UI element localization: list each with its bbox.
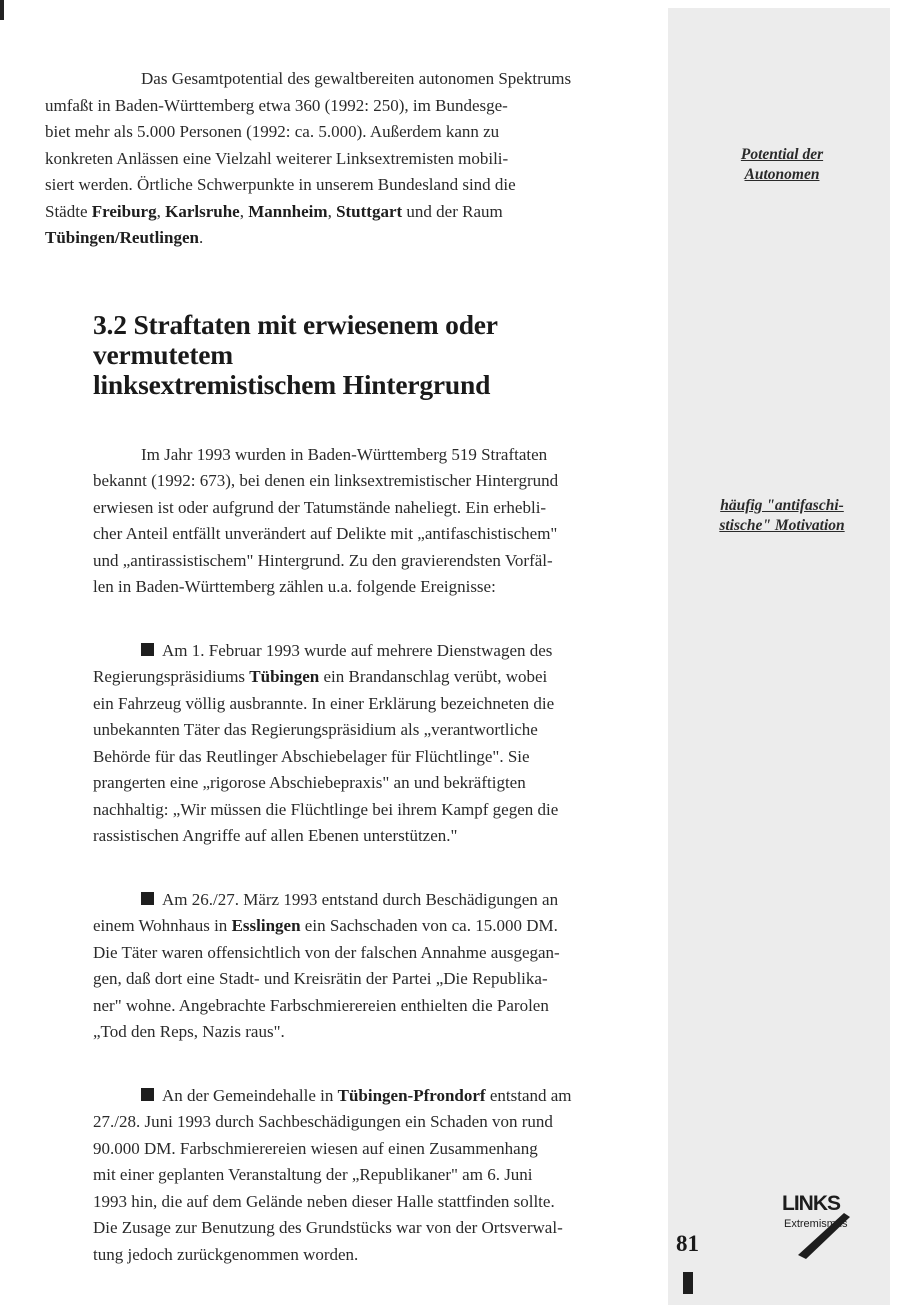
text-line: len in Baden-Württemberg zählen u.a. folgende Ereignisse: (93, 577, 496, 596)
bullet-square-icon (141, 892, 154, 905)
crop-mark (0, 0, 4, 20)
text-line: Im Jahr 1993 wurden in Baden-Württemberg 519 Straftaten (141, 444, 548, 464)
text-line: gen, daß dort eine Stadt- und Kreisrätin der Partei „Die Republika- (93, 969, 548, 988)
logo-slash-icon (792, 1209, 852, 1259)
text-fragment: , (156, 201, 166, 221)
text-line: 27./28. Juni 1993 durch Sachbeschädigungen ein Schaden von rund (93, 1112, 553, 1131)
text-line (45, 199, 503, 226)
logo-subword: Extremismus (784, 1218, 848, 1230)
text-line: 90.000 DM. Farbschmierereien wiesen auf einen Zusammenhang (93, 1138, 538, 1158)
text-line: nachhaltig: „Wir müssen die Flüchtlinge bei ihrem Kampf gegen die (93, 799, 559, 819)
text-line (93, 916, 558, 935)
text-line: „Tod den Reps, Nazis raus". (93, 1022, 285, 1041)
text-line: rassistischen Angriffe auf allen Ebenen unterstützen." (93, 826, 458, 845)
page-marker-block (683, 1272, 693, 1294)
margin-note-line: Autonomen (744, 166, 820, 183)
bullet-square-icon (141, 643, 154, 656)
text-line: tung jedoch zurückgenommen worden. (93, 1244, 359, 1264)
place-tuebingen-pfrondorf: Tübingen-Pfrondorf (337, 1085, 486, 1105)
text-line: und „antirassistischem" Hintergrund. Zu den gravierendsten Vorfäl- (93, 550, 553, 570)
text-line: Das Gesamtpotential des gewaltbereiten autonomen Spektrums (141, 69, 572, 88)
text-line: unbekannten Täter das Regierungspräsidium als „verantwortliche (93, 720, 538, 739)
margin-note-motivation (682, 496, 882, 536)
text-fragment: entstand am (485, 1085, 572, 1105)
text-line: Am 26./27. März 1993 entstand durch Beschädigungen an (162, 889, 559, 909)
heading-line: 3.2 Straftaten mit erwiesenem oder vermutetem (93, 308, 498, 370)
text-line (45, 225, 203, 252)
text-line: umfaßt in Baden-Württemberg etwa 360 (1992: 250), im Bundesge- (45, 95, 508, 115)
text-fragment: einem Wohnhaus in (93, 916, 232, 935)
page-number: 81 (676, 1231, 699, 1256)
margin-column (668, 8, 890, 1305)
text-line (93, 667, 547, 686)
bullet-square-icon (141, 1088, 154, 1101)
text-line: Behörde für das Reutlinger Abschiebelager für Flüchtlinge". Sie (93, 746, 530, 766)
event-paragraph-1 (93, 638, 643, 850)
text-line: siert werden. Örtliche Schwerpunkte in unserem Bundesland sind die (45, 175, 516, 194)
text-fragment: An der Gemeindehalle in (162, 1085, 338, 1105)
heading-line: linksextremistischem Hintergrund (93, 368, 491, 400)
text-fragment: Städte (45, 201, 92, 221)
city-stuttgart: Stuttgart (336, 201, 403, 221)
logo-word: LINKS (782, 1192, 840, 1215)
margin-note-line: stische" Motivation (719, 517, 845, 534)
text-line: mit einer geplanten Veranstaltung der „Republikaner" am 6. Juni (93, 1165, 533, 1184)
links-extremismus-logo (782, 1193, 872, 1273)
intro-paragraph (45, 66, 643, 252)
text-fragment: und der Raum (402, 201, 503, 221)
margin-note-line: Potential der (740, 146, 824, 163)
text-line: biet mehr als 5.000 Personen (1992: ca. 5.000). Außerdem kann zu (45, 122, 500, 141)
section-intro-paragraph (93, 442, 643, 601)
text-line: ein Fahrzeug völlig ausbrannte. In einer Erklärung bezeichneten die (93, 693, 555, 713)
text-line: cher Anteil entfällt unverändert auf Delikte mit „antifaschistischem" (93, 524, 558, 543)
text-line: 1993 hin, die auf dem Gelände neben dieser Halle stattfinden sollte. (93, 1191, 555, 1211)
main-text (45, 66, 643, 1268)
text-line: bekannt (1992: 673), bei denen ein linksextremistischer Hintergrund (93, 471, 559, 490)
event-paragraph-2 (93, 887, 643, 1046)
place-tuebingen: Tübingen (249, 667, 320, 686)
city-karlsruhe: Karlsruhe (165, 201, 240, 221)
text-fragment: ein Sachschaden von ca. 15.000 DM. (300, 916, 558, 935)
city-freiburg: Freiburg (91, 201, 157, 221)
text-line: Am 1. Februar 1993 wurde auf mehrere Dienstwagen des (162, 640, 553, 660)
text-line: Die Täter waren offensichtlich von der falschen Annahme ausgegan- (93, 942, 560, 962)
text-fragment: , (239, 201, 249, 221)
place-esslingen: Esslingen (231, 916, 301, 935)
margin-note-line: häufig "antifaschi- (720, 497, 844, 514)
city-tuebingen-reutlingen: Tübingen/Reutlingen (45, 228, 199, 247)
text-line: konkreten Anlässen eine Vielzahl weiterer Linksextremisten mobili- (45, 148, 509, 168)
margin-note-potential (682, 145, 882, 185)
text-line: prangerten eine „rigorose Abschiebepraxis" an und bekräftigten (93, 773, 526, 792)
text-fragment: Regierungspräsidiums (93, 667, 250, 686)
text-fragment: ein Brandanschlag verübt, wobei (319, 667, 548, 686)
text-line: ner" wohne. Angebrachte Farbschmierereien enthielten die Parolen (93, 995, 549, 1015)
section-heading (93, 310, 643, 400)
text-fragment: , (327, 201, 337, 221)
city-mannheim: Mannheim (248, 201, 328, 221)
text-line: erwiesen ist oder aufgrund der Tatumstände naheliegt. Ein erhebli- (93, 497, 547, 517)
event-paragraph-3 (93, 1083, 643, 1269)
text-line: Die Zusage zur Benutzung des Grundstücks war von der Ortsverwal- (93, 1218, 563, 1237)
text-fragment: . (199, 228, 204, 247)
